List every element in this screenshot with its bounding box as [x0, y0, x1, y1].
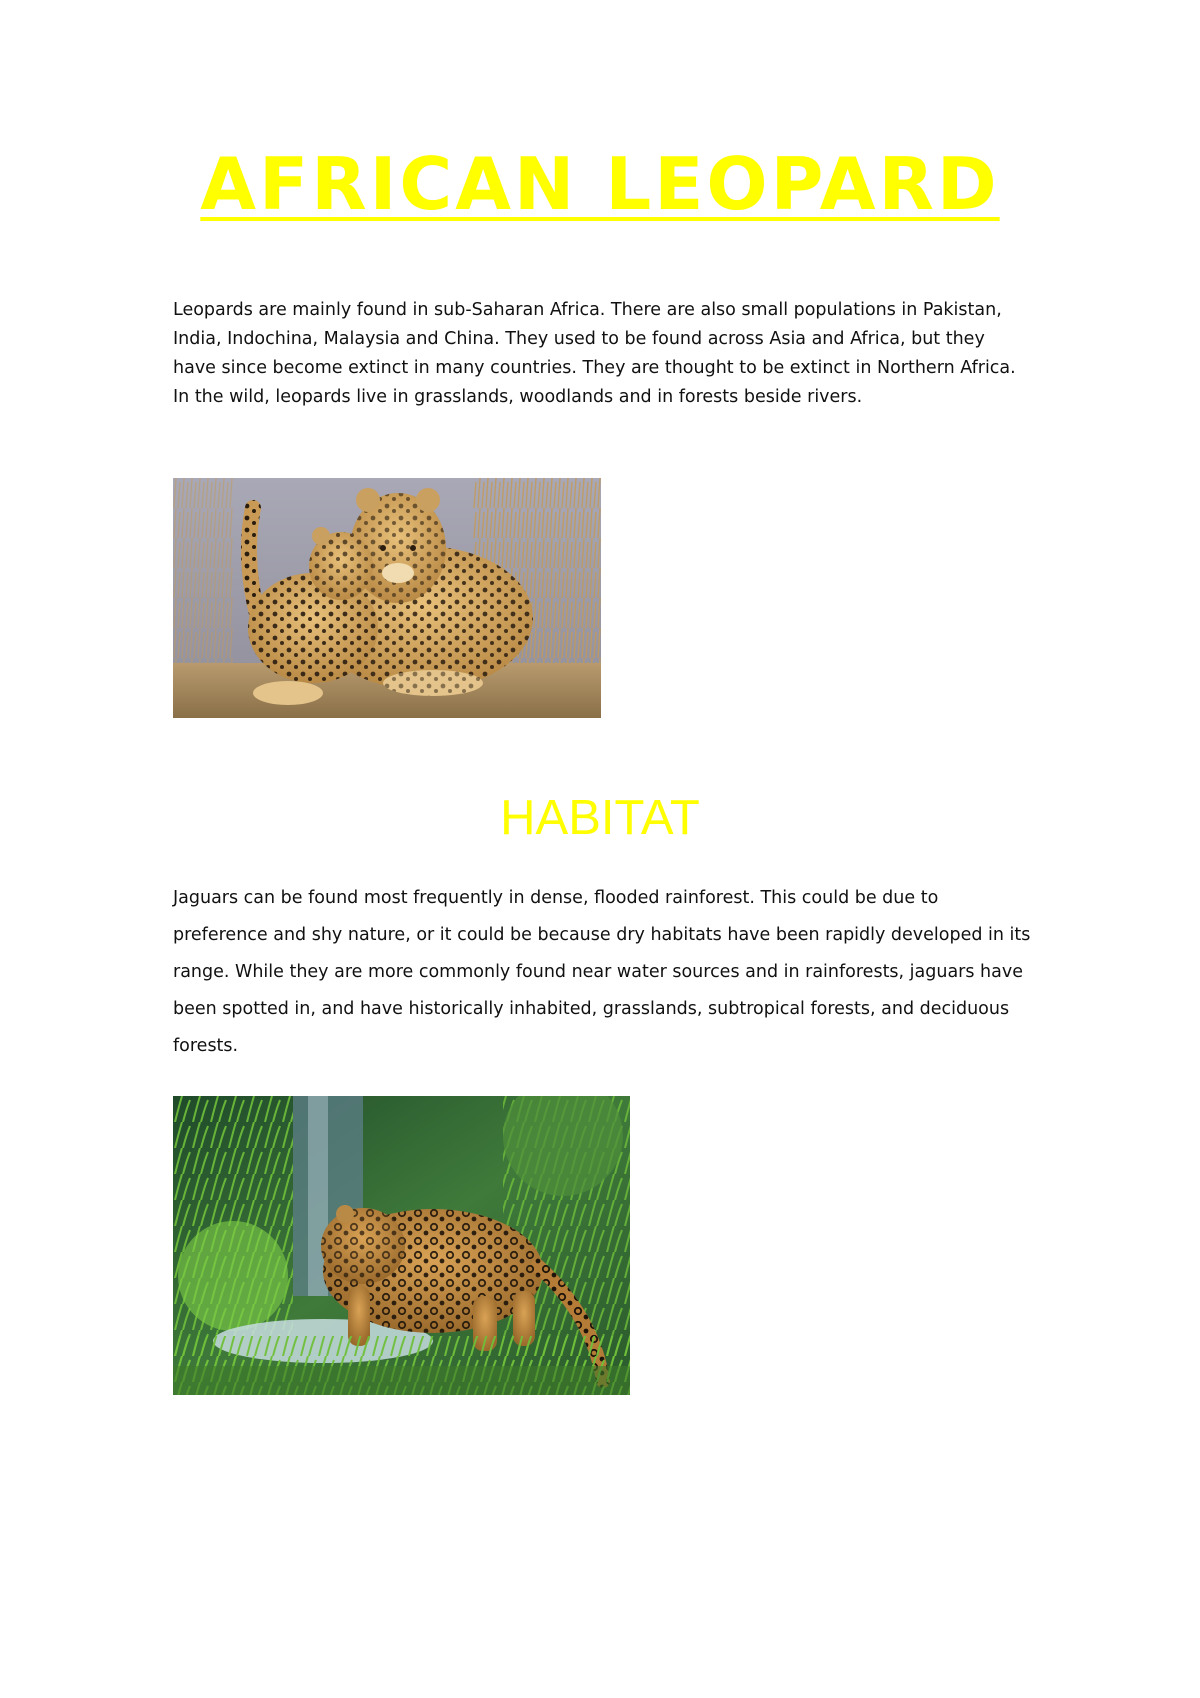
page-title: AFRICAN LEOPARD [200, 142, 1000, 226]
intro-paragraph: Leopards are mainly found in sub-Saharan Africa. There are also small populations in Pakistan, India, Indochina, Malaysia and China. They used to be found across Asia and Africa, but they have since become extinct in many countries. They are thought to be extinct in Northern Africa. In the wild, leopards live in grasslands, woodlands and in forests beside rivers. [173, 300, 1016, 407]
leopard-mother-and-cub-photo [173, 478, 601, 718]
habitat-paragraph: Jaguars can be found most frequently in dense, flooded rainforest. This could be due to preference and shy nature, or it could be because dry habitats have been rapidly developed in its range. While they are more commonly found near water sources and in rainforests, jaguars have been spotted in, and have historically inhabited, grasslands, subtropical forests, and deciduous forests. [173, 888, 1031, 1056]
jaguar-in-rainforest-photo [173, 1096, 630, 1395]
habitat-heading: HABITAT [500, 791, 700, 845]
